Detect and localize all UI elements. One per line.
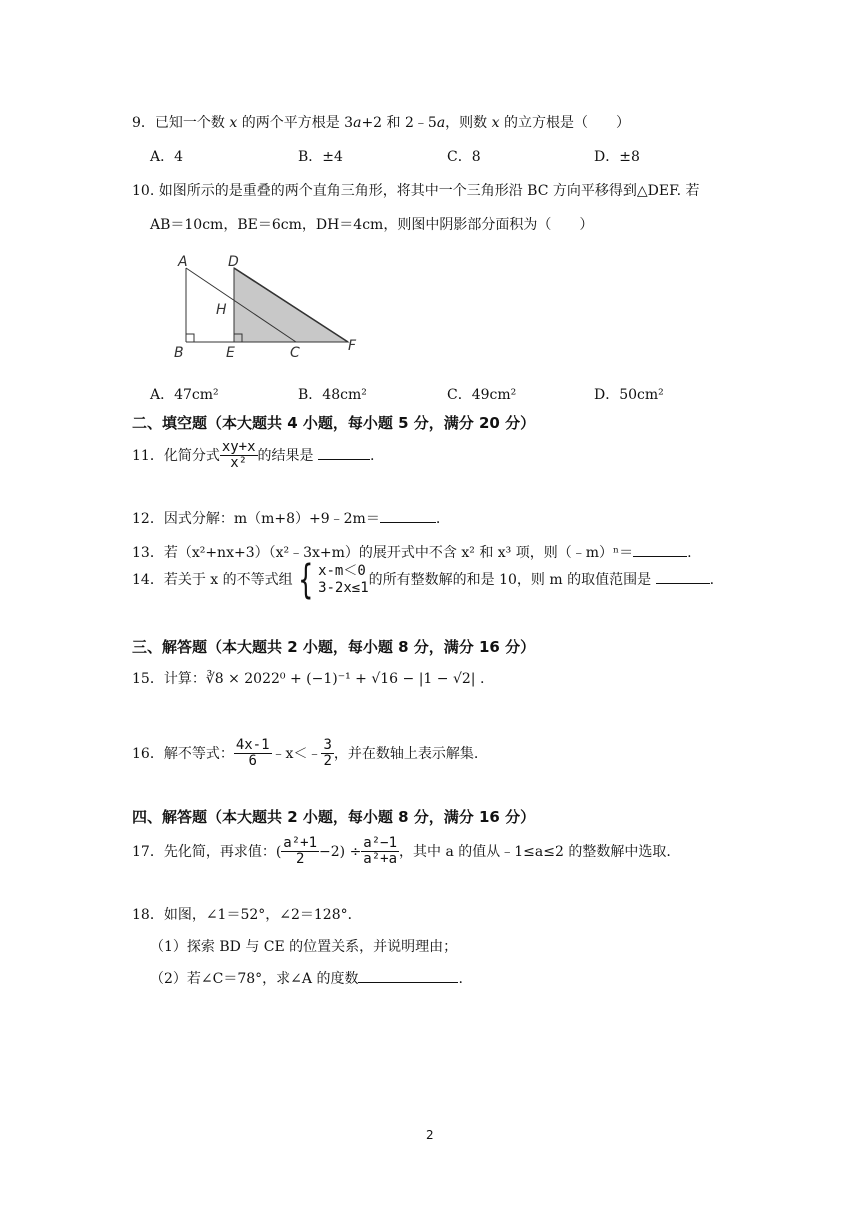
q17: 17．先化简，再求值：( $\frac{\text{a²+1}}{2}$ −2) ÷ $\frac{\text{a²−1}}{\text{a²+a}}$ ，其中 a 的值从﹣1≤a≤2 的整数解中选取.	[132, 835, 671, 868]
q11-answer-blank[interactable]	[318, 445, 370, 460]
q15: 15．计算：∛8 × 2022⁰ + (−1)⁻¹ + √16 − |1 − √2| .	[132, 671, 485, 687]
label-F: F	[348, 338, 357, 354]
q18-line1: 18．如图，∠1＝52°，∠2＝128°．	[132, 907, 362, 923]
q14-inequality-system: { x-m＜0 3-2x≤1	[297, 557, 369, 603]
q10-option-a: A．47cm²	[150, 387, 219, 403]
q10-option-c: C．49cm²	[447, 387, 517, 403]
q14-answer-blank[interactable]	[656, 569, 710, 584]
q17-fraction-1: $\frac{\text{a²+1}}{2}$	[283, 835, 318, 868]
q9-option-b: B．±4	[298, 149, 343, 165]
q10-stem-line1: 10. 如图所示的是重叠的两个直角三角形，将其中一个三角形沿 BC 方向平移得到△DEF. 若	[132, 183, 700, 199]
q16-fraction-left: $\frac{4x-1}{6}$	[235, 737, 270, 770]
q12-answer-blank[interactable]	[380, 508, 436, 523]
q14: 14．若关于 x 的不等式组 { x-m＜0 3-2x≤1 的所有整数解的和是 10，则 m 的取值范围是 .	[132, 557, 715, 603]
q12: 12．因式分解：m（m+8）+9﹣2m＝ .	[132, 508, 440, 528]
label-E: E	[226, 345, 235, 361]
q10-option-b: B．48cm²	[298, 387, 367, 403]
q9-option-d: D．±8	[594, 149, 640, 165]
q11-fraction: $\frac{xy+x}{\text{x²}}$	[221, 439, 256, 472]
q13: 13．若（x²+nx+3）（x²﹣3x+m）的展开式中不含 x² 和 x³ 项，则（﹣m）ⁿ＝ .	[132, 542, 692, 562]
label-A: A	[178, 254, 188, 270]
section-3-heading: 三、解答题（本大题共 2 小题，每小题 8 分，满分 16 分）	[132, 638, 536, 656]
q13-answer-blank[interactable]	[633, 542, 687, 557]
q9-option-a: A．4	[150, 149, 184, 165]
q18-line2: （1）探索 BD 与 CE 的位置关系，并说明理由；	[150, 939, 458, 955]
q17-fraction-2: $\frac{\text{a²−1}}{\text{a²+a}}$	[363, 835, 398, 868]
q9-option-c: C．8	[447, 149, 481, 165]
label-D: D	[228, 254, 239, 270]
section-2-heading: 二、填空题（本大题共 4 小题，每小题 5 分，满分 20 分）	[132, 414, 536, 432]
q11: 11．化简分式 $\frac{xy+x}{\text{x²}}$ 的结果是 .	[132, 439, 375, 472]
section-4-heading: 四、解答题（本大题共 2 小题，每小题 8 分，满分 16 分）	[132, 808, 536, 826]
label-B: B	[174, 345, 184, 361]
page-number: 2	[426, 1128, 434, 1142]
q10-stem-line2: AB＝10cm，BE＝6cm，DH＝4cm，则图中阴影部分面积为（ ）	[150, 217, 594, 233]
q10-figure	[168, 252, 368, 364]
label-H: H	[216, 302, 227, 318]
q18-line3: （2）若∠C＝78°，求∠A 的度数 .	[150, 968, 463, 988]
q18-answer-blank[interactable]	[358, 968, 458, 983]
q10-option-d: D．50cm²	[594, 387, 664, 403]
q16: 16．解不等式： $\frac{4x-1}{6}$ ﹣x＜﹣ $\frac{3}{2}$ ，并在数轴上表示解集.	[132, 737, 479, 770]
q9-stem: 9．已知一个数 x 的两个平方根是 3a+2 和 2﹣5a，则数 x 的立方根是（ ）	[132, 115, 630, 131]
label-C: C	[290, 345, 300, 361]
q16-fraction-right: $\frac{3}{2}$	[323, 737, 332, 770]
